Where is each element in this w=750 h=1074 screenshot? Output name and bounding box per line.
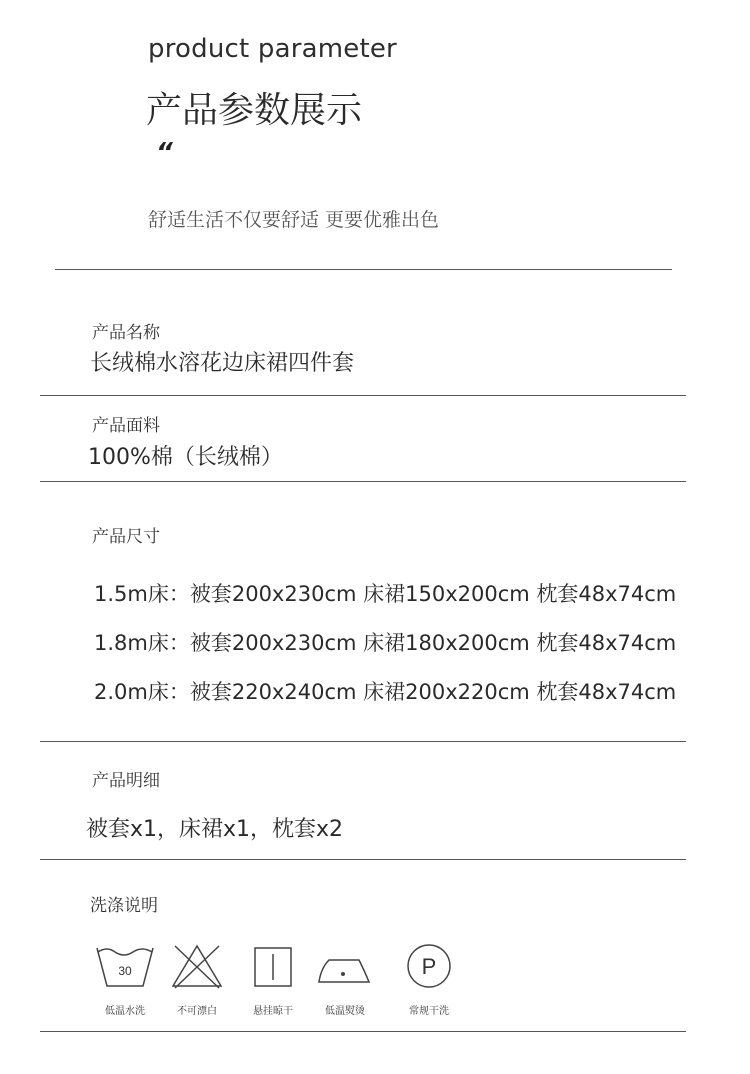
divider <box>40 859 686 860</box>
size-line-1: 1.5m床：被套200x230cm 床裙150x200cm 枕套48x74cm <box>94 582 677 606</box>
chinese-title: 产品参数展示 <box>146 90 363 131</box>
care-item-dry-clean <box>384 940 474 1017</box>
name-value: 长绒棉水溶花边床裙四件套 <box>90 351 355 376</box>
no-bleach-icon <box>165 940 229 992</box>
washing-label: 洗涤说明 <box>90 896 158 916</box>
divider <box>40 395 686 396</box>
size-line-3: 2.0m床：被套220x240cm 床裙200x220cm 枕套48x74cm <box>94 680 677 704</box>
care-caption: 低温水洗 <box>105 1006 145 1017</box>
size-line-2: 1.8m床：被套200x230cm 床裙180x200cm 枕套48x74cm <box>94 631 677 655</box>
dry-clean-mark: P <box>421 954 437 979</box>
english-title: product parameter <box>148 34 397 64</box>
care-caption: 常规干洗 <box>409 1006 449 1017</box>
divider <box>55 269 672 270</box>
material-label: 产品面料 <box>92 416 160 436</box>
name-label: 产品名称 <box>92 323 160 343</box>
divider <box>40 1031 686 1032</box>
slogan: 舒适生活不仅要舒适 更要优雅出色 <box>148 209 440 231</box>
care-caption: 低温熨烫 <box>325 1006 365 1017</box>
divider <box>40 741 686 742</box>
material-value: 100%棉（长绒棉） <box>88 445 283 470</box>
care-caption: 悬挂晾干 <box>253 1006 293 1017</box>
hang-dry-icon <box>241 940 305 992</box>
iron-low-icon <box>313 940 377 992</box>
care-caption: 不可漂白 <box>177 1006 217 1017</box>
wash-temp: 30 <box>118 964 132 978</box>
wash-30-icon <box>93 940 157 992</box>
size-label: 产品尺寸 <box>92 527 160 547</box>
dry-clean-p-icon <box>397 940 461 992</box>
detail-label: 产品明细 <box>92 771 160 791</box>
detail-value: 被套x1，床裙x1，枕套x2 <box>86 817 344 842</box>
quote-mark: “ <box>156 138 173 168</box>
divider <box>40 481 686 482</box>
care-item-iron <box>300 940 390 1017</box>
